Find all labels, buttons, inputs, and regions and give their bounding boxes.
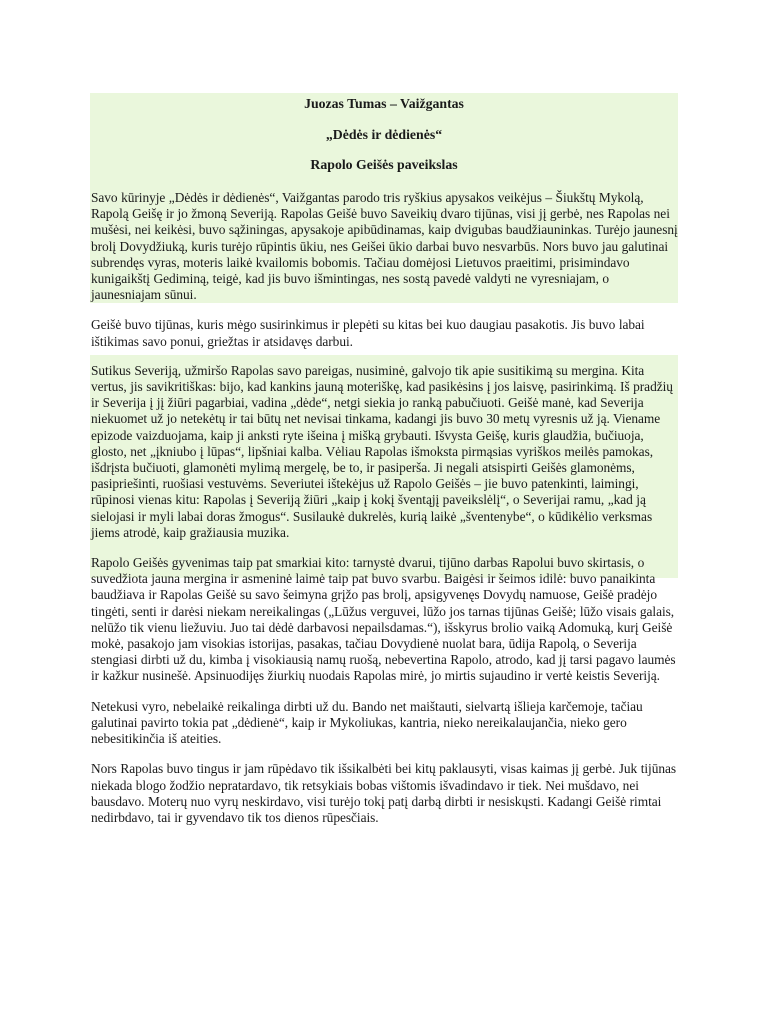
essay-title-heading: Rapolo Geišės paveikslas	[310, 157, 458, 172]
document-body	[90, 93, 678, 826]
paragraph-4: Rapolo Geišės gyvenimas taip pat smarkiai kito: tarnystė dvarui, tijūno darbas Rapolui buvo skirtasis, o suvedžiota jauna mergina ir asmeninė laimė taip pat buvo svarbu. Baigėsi ir šeimos idilė: buvo panaikinta baudžiava ir Rapolas Geišė su savo šeimyna grįžo pas brolį, apsigyvenęs Dovydų namuose, Geišė pradėjo tingėti, senti ir darėsi niekam nereikalingas („Lūžus verguvei, lūžo jos tarnas tijūnas Geišė; lūžo visais galais, nelūžo tik vienu liežuviu. Juo tai dėdė darbavosi nepailsdamas.“), išskyrus brolio vaiką Adomuką, kurį Geišė mokė, pasakojo jam visokias istorijas, pasakas, tačiau Dovydienė nuolat bara, ūdija Rapolą, o Severija stengiasi dirbti už du, kimba į visokiausią namų ruošą, nebevertina Rapolo, atrodo, kad jį tarsi pagavo laumės ir kažkur nusinešė. Apsinuodijęs žiurkių nuodais Rapolas mirė, jo mirtis sujaudino ir vertė keistis Severiją.	[91, 555, 676, 684]
work-title-heading: „Dėdės ir dėdienės“	[325, 127, 443, 142]
paragraph-1: Savo kūrinyje „Dėdės ir dėdienės“, Vaižgantas parodo tris ryškius apysakos veikėjus – Šiukštų Mykolą, Rapolą Geišę ir jo žmoną Severiją. Rapolas Geišė buvo Saveikių dvaro tijūnas, visi jį gerbė, nes Rapolas nei mušėsi, nei keikėsi, buvo sąžiningas, apysakoje apibūdinamas, kaip dvigubas baudžiauninkas. Turėjo jaunesnį brolį Dovydžiuką, kuris turėjo rūpintis ūkiu, nes Geišei ūkio darbai buvo nesvarbūs. Nors buvo jau galutinai subrendęs vyras, moteris laikė kvailomis bobomis. Tačiau domėjosi Lietuvos praeitimi, prisimindavo kunigaikštį Gediminą, teigė, kad jis buvo išmintingas, nes sostą pavedė valdyti ne vyresniajam, o jaunesniajam sūnui.	[91, 190, 678, 303]
paragraph-5: Netekusi vyro, nebelaikė reikalinga dirbti už du. Bando net maištauti, sielvartą išlieja karčemoje, tačiau galutinai pavirto tokia pat „dėdienė“, kaip ir Mykoliukas, kantria, nieko nereikalaujančia, nieko gero nebesitikinčia iš ateities.	[91, 698, 643, 747]
paragraph-2: Geišė buvo tijūnas, kuris mėgo susirinkimus ir plepėti su kitas bei kuo daugiau pasakotis. Jis buvo labai ištikimas savo ponui, griežtas ir atsidavęs darbui.	[91, 317, 645, 349]
paragraph-3: Sutikus Severiją, užmiršo Rapolas savo pareigas, nusiminė, galvojo tik apie susitikimą su mergina. Kita vertus, jis savikritiškas: bijo, kad kankins jauną moteriškę, kad pasikėsins į jos laisvę, pasirinkimą. Iš pradžių ir Severija į jį žiūri pagarbiai, vadina „dėde“, netgi siekia jo ranką pabučiuoti. Geišė manė, kad Severija niekuomet už jo netekėtų ir tai būtų net nevisai tinkama, kadangi jis buvo 30 metų vyresnis už ją. Viename epizode vaizduojama, kaip ji anksti ryte išeina į mišką grybauti. Išvysta Geišę, kuris glaudžia, bučiuoja, glosto, net „įkniubo į lūpas“, lipšniai kalba. Vėliau Rapolas išmoksta pirmąsias vyriškos meilės pamokas, išdrįsta bučiuoti, glamonėti mylimą mergelę, be to, ir pasiperša. Ji negali atsispirti Geišės glamonėms, pasipriešinti, ruošiasi vestuvėms. Severiutei ištekėjus už Rapolo Geišės – jie buvo patenkinti, laimingi, rūpinosi vienas kitu: Rapolas į Severiją žiūri „kaip į kokį šventąjį paveikslėlį“, o Severijai ramu, „kad ją sielojasi ir myli labai doras žmogus“. Susilaukė dukrelės, kurią laikė „šventenybe“, o kūdikėlio verksmas jiems atrodė, kaip gražiausia muzika.	[91, 362, 673, 540]
paragraph-6: Nors Rapolas buvo tingus ir jam rūpėdavo tik išsikalbėti bei kitų paklausyti, visas kaimas jį gerbė. Juk tijūnas niekada blogo žodžio nepratardavo, tik retsykiais bobas vištomis išvadindavo ir tiek. Nei mušdavo, nei bausdavo. Moterų nuo vyrų neskirdavo, visi turėjo tokį patį darbą dirbti ir nesiskųsti. Kadangi Geišė rimtai nedirbdavo, tai ir gyvendavo tik tos dienos rūpesčiais.	[91, 761, 677, 825]
author-heading: Juozas Tumas – Vaižgantas	[304, 96, 464, 111]
